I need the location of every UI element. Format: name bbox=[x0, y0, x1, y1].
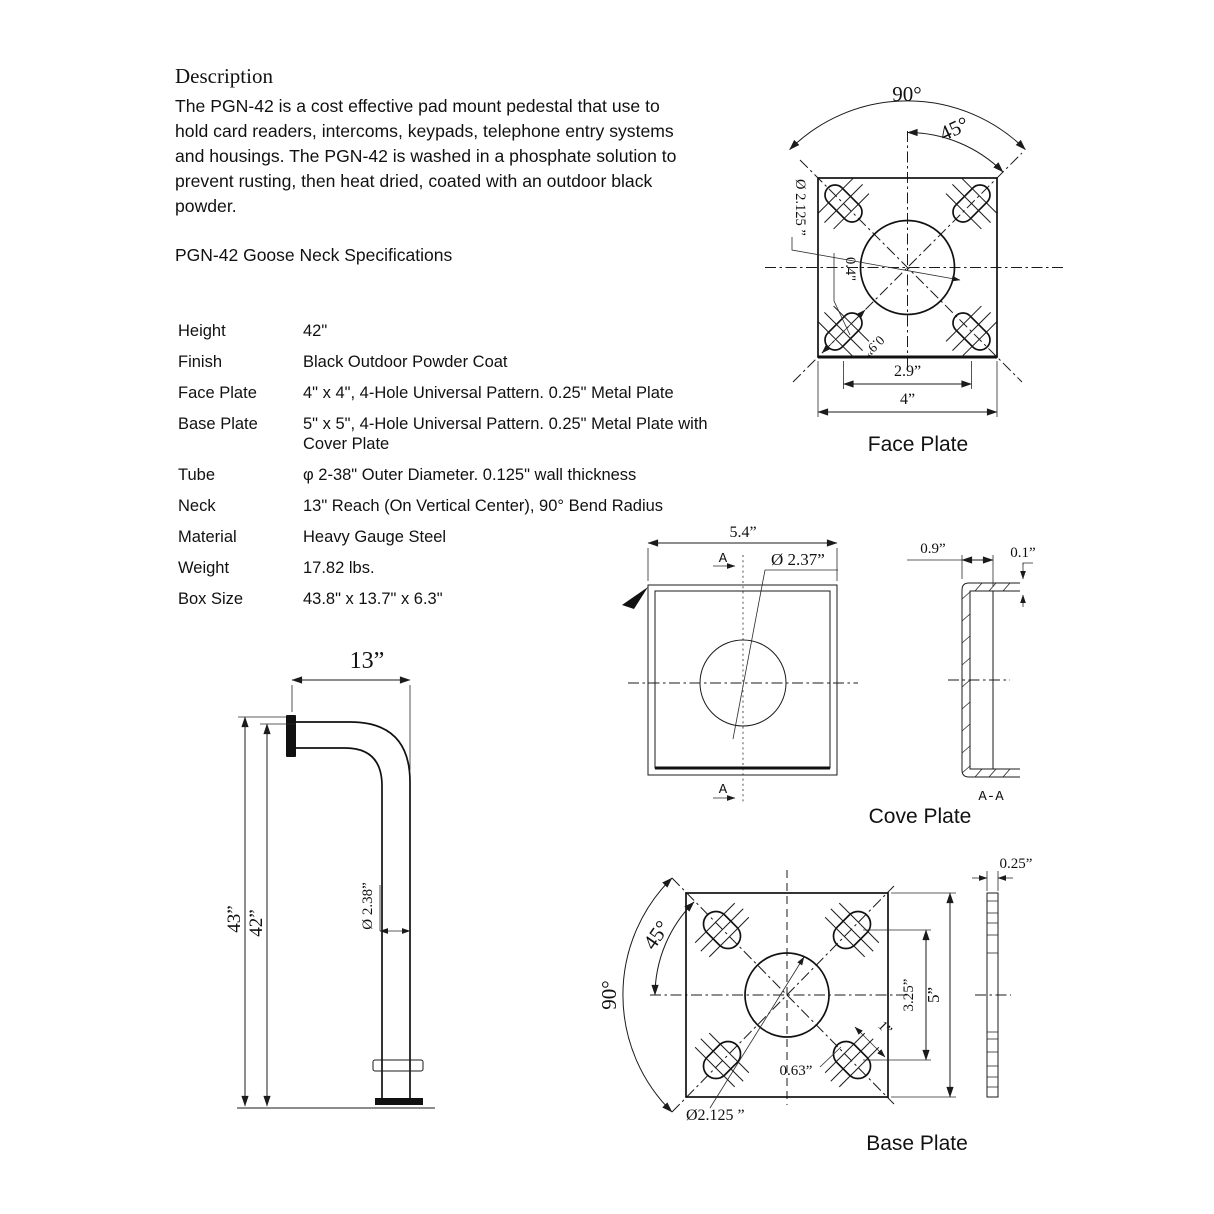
face-plate-caption: Face Plate bbox=[867, 433, 969, 456]
leader-flag-icon bbox=[622, 587, 648, 609]
spec-value: 17.82 lbs. bbox=[303, 559, 375, 577]
spec-label: Height bbox=[178, 322, 226, 340]
spec-value: 43.8" x 13.7" x 6.3" bbox=[303, 590, 443, 608]
dim-thickness: 0.25” bbox=[999, 856, 1033, 872]
dim-overall-height: 43” bbox=[224, 905, 245, 933]
dim-reach: 13” bbox=[349, 648, 385, 674]
spec-label: Material bbox=[178, 528, 237, 546]
table-row bbox=[178, 383, 753, 403]
table-row bbox=[178, 414, 753, 454]
specs-heading: PGN-42 Goose Neck Specifications bbox=[175, 245, 453, 265]
spec-label: Weight bbox=[178, 559, 230, 577]
dim-slot-length: 1” bbox=[874, 1018, 895, 1039]
dim-offset: 0.4" bbox=[842, 257, 858, 282]
cove-plate-caption: Cove Plate bbox=[868, 805, 972, 828]
spec-value: 5" x 5", 4-Hole Universal Pattern. 0.25" Metal Plate with Cover Plate bbox=[303, 415, 708, 453]
dim-tube-dia: Ø 2.38” bbox=[360, 882, 376, 930]
spec-value: 4" x 4", 4-Hole Universal Pattern. 0.25" Metal Plate bbox=[303, 384, 674, 402]
dim-height: 42” bbox=[246, 909, 267, 937]
section-label: A-A bbox=[978, 789, 1004, 805]
dim-cove-hole: Ø 2.37” bbox=[771, 550, 825, 569]
spec-value: Heavy Gauge Steel bbox=[303, 528, 447, 546]
description-paragraph: The PGN-42 is a cost effective pad mount pedestal that use to hold card readers, intercoms, keypads, telephone entry systems and housings. The PGN-42 is washed in a phosphate solution to prevent rusting, then heat dried, coated with an outdoor black powder. bbox=[175, 96, 677, 216]
base-plate-drawing bbox=[598, 853, 1050, 1163]
table-row bbox=[178, 352, 753, 372]
spec-value: φ 2-38" Outer Diameter. 0.125" wall thickness bbox=[303, 466, 637, 484]
spec-value: 42" bbox=[303, 322, 328, 340]
dim-width: 4” bbox=[899, 391, 916, 408]
dim-angle-45: 45° bbox=[935, 111, 973, 146]
face-plate-drawing bbox=[758, 73, 1070, 468]
section-view bbox=[907, 541, 1036, 805]
dim-angle-90: 90° bbox=[892, 82, 922, 106]
dim-cove-width: 5.4” bbox=[729, 524, 757, 541]
spec-value: Black Outdoor Powder Coat bbox=[303, 353, 508, 371]
side-view bbox=[972, 856, 1032, 1097]
dim-hole-dia: Ø 2.125 ” bbox=[792, 179, 808, 236]
spec-label: Face Plate bbox=[178, 384, 257, 402]
base-plate-edge bbox=[375, 1098, 423, 1105]
spec-label: Box Size bbox=[178, 590, 244, 608]
spec-label: Tube bbox=[178, 466, 215, 484]
face-plate-edge bbox=[286, 715, 296, 757]
slot-top-right bbox=[937, 169, 1006, 238]
section-mark-bottom: A bbox=[718, 782, 728, 798]
dim-width: 5” bbox=[924, 986, 943, 1004]
dim-cove-depth: 0.9” bbox=[920, 541, 946, 557]
dim-bolt-spacing: 2.9” bbox=[893, 363, 922, 380]
spec-label: Neck bbox=[178, 497, 216, 515]
spec-value: 13" Reach (On Vertical Center), 90° Bend Radius bbox=[303, 497, 664, 515]
dim-angle-45: 45° bbox=[638, 916, 675, 954]
dim-slot-length: 0.9” bbox=[860, 332, 888, 360]
table-row bbox=[178, 465, 753, 485]
dim-hole-dia: Ø2.125 ” bbox=[686, 1107, 745, 1124]
description-heading: Description bbox=[175, 64, 273, 88]
table-row bbox=[178, 321, 753, 341]
dim-bolt-spacing: 3.25” bbox=[901, 978, 917, 1012]
table-row bbox=[178, 496, 753, 516]
section-mark-top: A bbox=[718, 551, 728, 567]
spec-label: Base Plate bbox=[178, 415, 258, 433]
dim-angle-90: 90° bbox=[597, 980, 621, 1010]
base-plate-caption: Base Plate bbox=[866, 1132, 968, 1155]
cover-plate-edge bbox=[373, 1060, 423, 1071]
spec-label: Finish bbox=[178, 353, 223, 371]
dim-cove-thickness: 0.1” bbox=[1010, 545, 1036, 561]
gooseneck-drawing bbox=[215, 638, 450, 1133]
dim-slot-width: 0.63” bbox=[779, 1063, 813, 1079]
cove-plate-drawing bbox=[615, 515, 1045, 840]
